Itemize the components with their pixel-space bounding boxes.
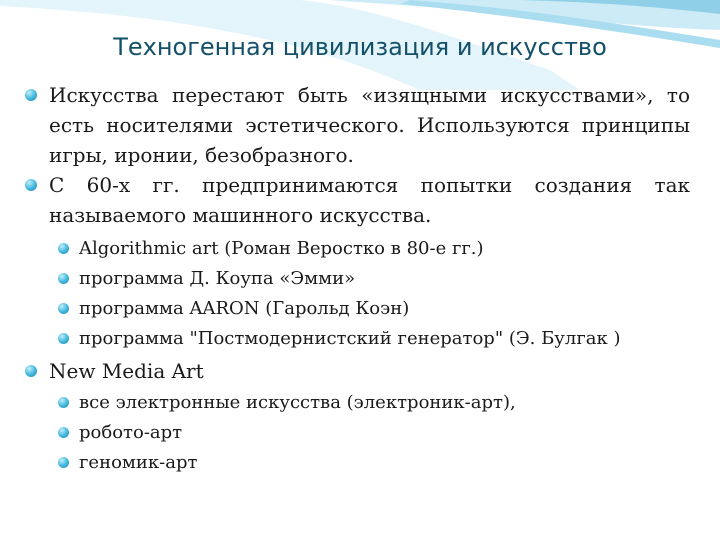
bullet-text: С 60-х гг. предпринимаются попытки создания так называемого машинного искусства. — [49, 173, 690, 227]
sub-bullet-text: Algorithmic art (Роман Веростко в 80-е гг.) — [79, 238, 484, 259]
bullet-text: Искусства перестают быть «изящными искусствами», то есть носителями эстетического. Используются принципы игры, иронии, безобразного. — [49, 83, 690, 167]
sub-bullet-text: все электронные искусства (электроник-арт), — [79, 392, 516, 413]
sub-bullet-item — [22, 448, 690, 478]
bullet-item — [22, 170, 690, 230]
sub-bullet-item — [22, 234, 690, 264]
slide-title: Техногенная цивилизация и искусство — [113, 33, 607, 61]
round-bullet-icon — [58, 397, 69, 408]
sub-bullet-text: геномик-арт — [79, 452, 198, 473]
slide-content — [22, 80, 690, 478]
round-bullet-icon — [58, 333, 69, 344]
sub-bullet-text: программа "Постмодернистский генератор" (Э. Булгак ) — [79, 328, 621, 349]
round-bullet-icon — [25, 179, 37, 191]
bullet-item — [22, 356, 690, 386]
bullet-text: New Media Art — [49, 359, 204, 383]
sub-bullet-text: робото-арт — [79, 422, 183, 443]
sub-bullet-text: программа Д. Коупа «Эмми» — [79, 268, 356, 289]
round-bullet-icon — [58, 243, 69, 254]
sub-bullet-item — [22, 264, 690, 294]
round-bullet-icon — [58, 273, 69, 284]
round-bullet-icon — [25, 365, 37, 377]
sub-bullet-item — [22, 388, 690, 418]
sub-bullet-item — [22, 418, 690, 448]
sub-bullet-text: программа AARON (Гарольд Коэн) — [79, 298, 410, 319]
sub-bullet-item — [22, 294, 690, 324]
sub-bullet-item — [22, 324, 690, 354]
round-bullet-icon — [58, 457, 69, 468]
bullet-item — [22, 80, 690, 170]
round-bullet-icon — [58, 303, 69, 314]
round-bullet-icon — [25, 89, 37, 101]
round-bullet-icon — [58, 427, 69, 438]
